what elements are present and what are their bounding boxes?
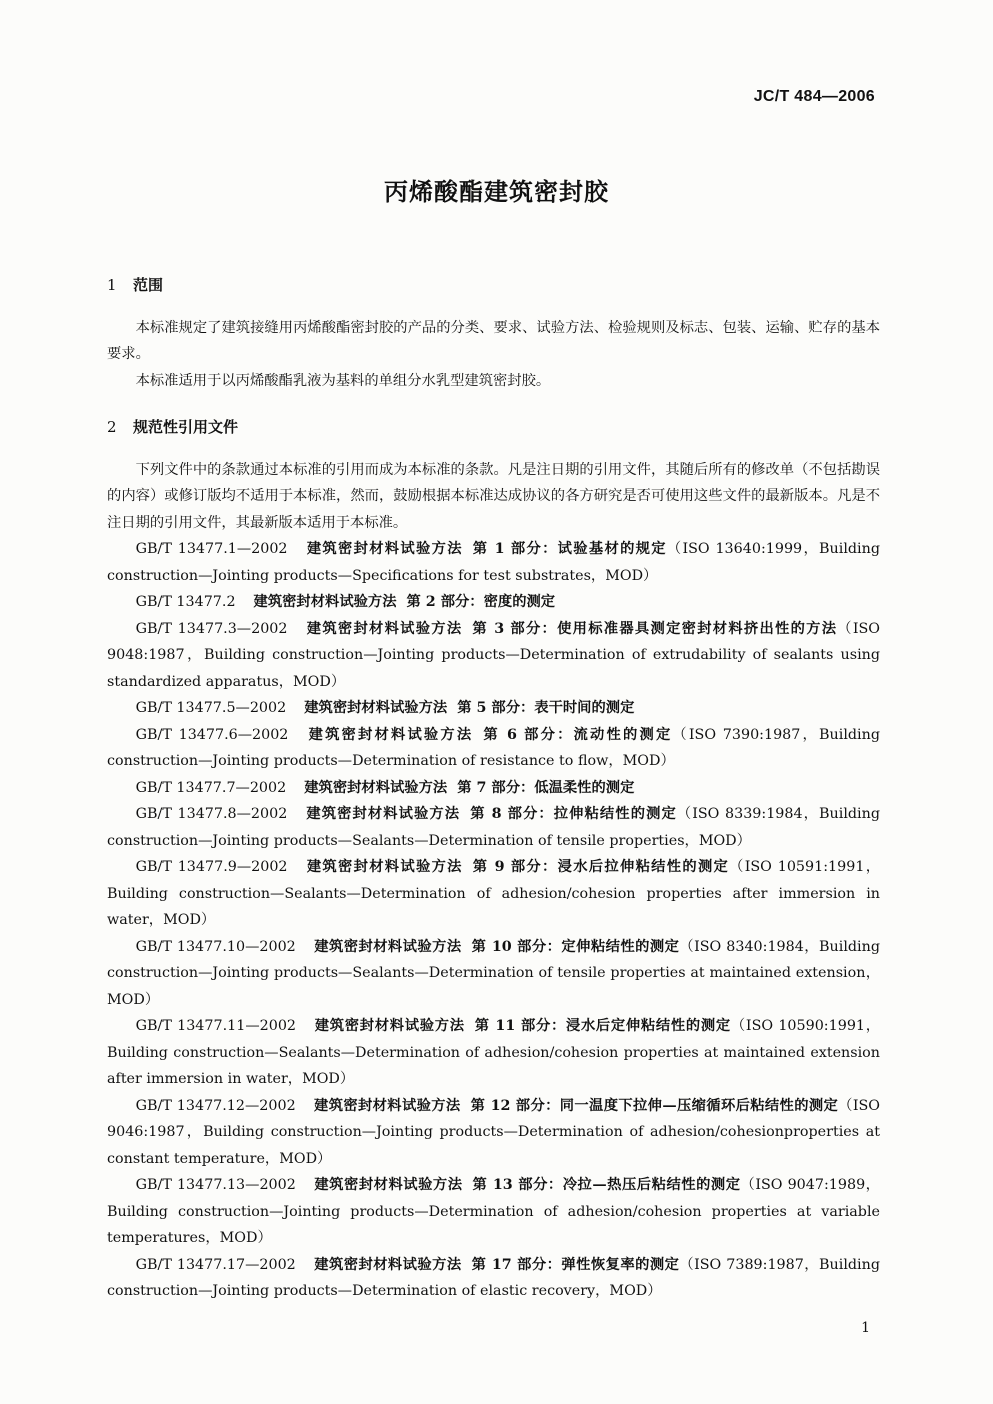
- reference-code: GB/T 13477.3—2002: [135, 620, 288, 637]
- reference-code: GB/T 13477.12—2002: [135, 1097, 296, 1114]
- reference-part: 第 5 部分：表干时间的测定: [457, 700, 635, 716]
- page-number: 1: [861, 1320, 870, 1336]
- paragraph: 本标准适用于以丙烯酸酯乳液为基料的单组分水乳型建筑密封胶。: [135, 372, 551, 389]
- reference-note: （ISO 7389:1987，Building construction—Jointing products—Determination of elastic recovery，MOD）: [107, 1256, 880, 1299]
- reference-part: 第 3 部分：使用标准器具测定密封材料挤出性的方法: [472, 620, 838, 637]
- reference-code: GB/T 13477.5—2002: [135, 700, 287, 716]
- reference-note: （ISO 10591:1991，Building construction—Sealants—Determination of adhesion/cohesion properties after immersion in water，MOD）: [107, 859, 881, 928]
- reference-code: GB/T 13477.7—2002: [135, 779, 287, 796]
- reference-item: [107, 589, 880, 616]
- reference-name: 建筑密封材料试验方法: [313, 1256, 462, 1273]
- reference-part: 第 10 部分：定伸粘结性的测定: [471, 938, 680, 955]
- reference-name: 建筑密封材料试验方法: [313, 1097, 461, 1114]
- reference-item: [107, 801, 880, 854]
- reference-code: GB/T 13477.8—2002: [135, 806, 288, 822]
- reference-code: GB/T 13477.2: [135, 594, 236, 610]
- reference-part: 第 8 部分：拉伸粘结性的测定: [470, 806, 677, 822]
- section-number: 2: [107, 418, 117, 436]
- reference-note: （ISO 9046:1987，Building construction—Jointing products—Determination of adhesion/cohesionproperties at constant temperature，MOD）: [107, 1097, 880, 1167]
- reference-name: 建筑密封材料试验方法: [253, 594, 397, 610]
- reference-name: 建筑密封材料试验方法: [305, 620, 463, 637]
- reference-item: [107, 536, 880, 589]
- reference-part: 第 7 部分：低温柔性的测定: [457, 779, 635, 796]
- reference-note: （ISO 9048:1987，Building construction—Jointing products—Determination of extrudability of sealants using standardized apparatus，MOD）: [107, 620, 881, 690]
- reference-item: [107, 722, 880, 775]
- reference-code: GB/T 13477.17—2002: [135, 1256, 296, 1273]
- section-heading-references: [107, 414, 880, 441]
- reference-item: [107, 775, 880, 802]
- document-code: JC/T 484—2006: [753, 88, 875, 105]
- reference-name: 建筑密封材料试验方法: [305, 806, 461, 822]
- reference-code: GB/T 13477.6—2002: [135, 726, 289, 743]
- reference-code: GB/T 13477.13—2002: [135, 1177, 296, 1193]
- reference-part: 第 12 部分：同一温度下拉伸—压缩循环后粘结性的测定: [470, 1097, 839, 1114]
- reference-note: （ISO 8339:1984，Building construction—Jointing products—Sealants—Determination of tensile properties，MOD）: [107, 806, 880, 849]
- reference-code: GB/T 13477.9—2002: [135, 859, 288, 875]
- section-title: 范围: [133, 276, 164, 294]
- reference-item: [107, 695, 880, 722]
- reference-part: 第 6 部分：流动性的测定: [483, 726, 673, 743]
- reference-item: [107, 1252, 880, 1305]
- paragraph: 本标准规定了建筑接缝用丙烯酸酯密封胶的产品的分类、要求、试验方法、检验规则及标志、包装、运输、贮存的基本要求。: [107, 319, 880, 362]
- reference-list: [107, 536, 880, 1305]
- reference-code: GB/T 13477.10—2002: [135, 938, 296, 955]
- reference-name: 建筑密封材料试验方法: [313, 1177, 463, 1193]
- reference-part: 第 1 部分：试验基材的规定: [472, 541, 667, 557]
- reference-part: 第 13 部分：冷拉—热压后粘结性的测定: [472, 1177, 741, 1193]
- reference-part: 第 2 部分：密度的测定: [406, 594, 556, 610]
- reference-part: 第 11 部分：浸水后定伸粘结性的测定: [474, 1018, 731, 1034]
- reference-item: [107, 616, 880, 696]
- reference-item: [107, 854, 880, 934]
- section-heading-scope: [107, 272, 880, 299]
- reference-item: [107, 1093, 880, 1173]
- reference-name: 建筑密封材料试验方法: [305, 541, 463, 557]
- reference-note: （ISO 10590:1991，Building construction—Sealants—Determination of adhesion/cohesion properties at maintained extension after immersion in water，MOD）: [107, 1018, 881, 1087]
- section-number: 1: [107, 276, 117, 294]
- reference-name: 建筑密封材料试验方法: [304, 779, 448, 796]
- reference-name: 建筑密封材料试验方法: [304, 700, 448, 716]
- reference-item: [107, 1172, 880, 1252]
- reference-item: [107, 934, 880, 1014]
- reference-item: [107, 1013, 880, 1093]
- reference-note: （ISO 7390:1987，Building construction—Jointing products—Determination of resistance to flow，MOD）: [107, 726, 880, 769]
- reference-note: （ISO 8340:1984，Building construction—Jointing products—Sealants—Determination of tensile properties at maintained extension，MOD）: [107, 938, 880, 1008]
- document-body: [107, 272, 880, 1305]
- reference-code: GB/T 13477.1—2002: [135, 541, 288, 557]
- reference-note: （ISO 9047:1989，Building construction—Jointing products—Determination of adhesion/cohesion properties at variable temperatures，MOD）: [107, 1177, 880, 1246]
- paragraph: 下列文件中的条款通过本标准的引用而成为本标准的条款。凡是注日期的引用文件，其随后所有的修改单（不包括勘误的内容）或修订版均不适用于本标准，然而，鼓励根据本标准达成协议的各方研究是否可使用这些文件的最新版本。凡是不注日期的引用文件，其最新版本适用于本标准。: [107, 461, 880, 531]
- reference-name: 建筑密封材料试验方法: [306, 726, 474, 743]
- reference-name: 建筑密封材料试验方法: [314, 1018, 465, 1034]
- reference-note: （ISO 13640:1999，Building construction—Jointing products—Specifications for test substrates，MOD）: [107, 541, 880, 584]
- reference-code: GB/T 13477.11—2002: [135, 1018, 297, 1034]
- document-title: 丙烯酸酯建筑密封胶: [384, 177, 609, 206]
- reference-name: 建筑密封材料试验方法: [305, 859, 463, 875]
- reference-name: 建筑密封材料试验方法: [313, 938, 462, 955]
- section-title: 规范性引用文件: [133, 418, 239, 436]
- reference-part: 第 9 部分：浸水后拉伸粘结性的测定: [472, 859, 730, 875]
- reference-part: 第 17 部分：弹性恢复率的测定: [471, 1256, 680, 1273]
